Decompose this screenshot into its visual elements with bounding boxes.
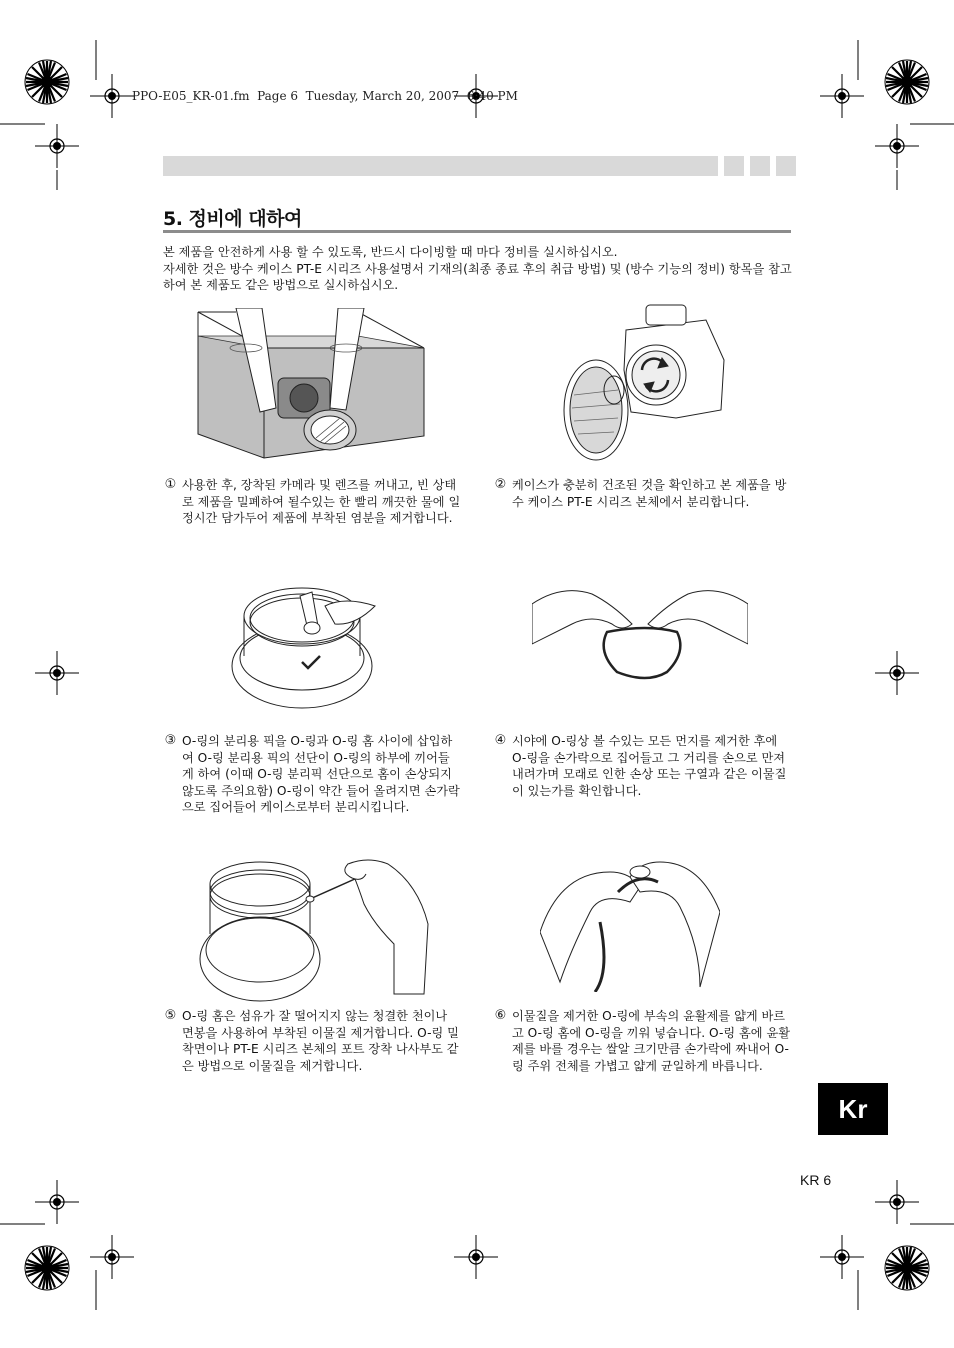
step-6-number: ⑥: [494, 1008, 507, 1023]
illustration-rinse-tank: [196, 308, 428, 460]
illustration-oring-inspect: [532, 584, 748, 684]
header-bar: [163, 156, 718, 176]
step-4-text: 시야에 O-링상 볼 수있는 모든 먼지를 제거한 후에 O-링을 손가락으로 집어들고 그 거리를 손으로 만져 내려가며 모래로 인한 손상 또는 구열과 같은 이물질이 있는가를 확인합니다.: [512, 734, 787, 798]
step-2-text: 케이스가 충분히 건조된 것을 확인하고 본 제품을 방수 케이스 PT-E 시리즈 본체에서 분리합니다.: [512, 478, 787, 509]
illustration-port-removal: [556, 300, 736, 470]
step-4: [493, 733, 791, 799]
step-2-number: ②: [494, 477, 507, 492]
title-rule: [163, 230, 791, 233]
section-title: 5. 정비에 대하여: [163, 208, 302, 230]
header-block-1: [724, 156, 744, 176]
header-block-3: [776, 156, 796, 176]
step-6-text: 이물질을 제거한 O-링에 부속의 윤활제를 얇게 바르고 O-링 홈에 O-링을 끼워 넣습니다. O-링 홈에 윤활제를 바를 경우는 쌀알 크기만큼 손가락에 짜내어 O-링 주위 전체를 가볍고 얇게 균일하게 바릅니다.: [512, 1009, 790, 1073]
step-5-text: O-링 홈은 섬유가 잘 떨어지지 않는 청결한 천이나 면봉을 사용하여 부착된 이물질 제거합니다. O-링 밀착면이나 PT-E 시리즈 본체의 포트 장착 나사부도 같은 방법으로 이물질을 제거합니다.: [182, 1009, 459, 1073]
step-4-number: ④: [494, 733, 507, 748]
step-5: [163, 1008, 461, 1074]
step-2: [493, 477, 791, 510]
language-tab: Kr: [818, 1083, 888, 1135]
step-3-number: ③: [164, 733, 177, 748]
illustration-oring-grease: [540, 852, 720, 992]
header-block-2: [750, 156, 770, 176]
print-header: PPO-E05_KR-01.fm Page 6 Tuesday, March 20, 2007 6:40 PM: [132, 89, 518, 103]
step-5-number: ⑤: [164, 1008, 177, 1023]
step-6: [493, 1008, 791, 1074]
illustration-groove-clean: [198, 854, 430, 1004]
intro-line-2: 자세한 것은 방수 케이스 PT-E 시리즈 사용설명서 기재의(최종 종료 후의 취급 방법) 및 (방수 기능의 정비) 항목을 참고하여 본 제품도 같은 방법으로 실시하십시오.: [163, 261, 792, 292]
step-1-text: 사용한 후, 장착된 카메라 및 렌즈를 꺼내고, 빈 상태로 제품을 밀폐하여 될수있는 한 빨리 깨끗한 물에 일정시간 담가두어 제품에 부착된 염분을 제거합니다.: [182, 478, 461, 525]
page-number: KR 6: [800, 1172, 832, 1188]
step-3: [163, 733, 461, 816]
step-1-number: ①: [164, 477, 177, 492]
illustration-oring-pick: [230, 566, 395, 714]
step-1: [163, 477, 461, 527]
intro-line-1: 본 제품을 안전하게 사용 할 수 있도록, 반드시 다이빙할 때 마다 정비를 실시하십시오.: [163, 245, 618, 259]
intro-text: [163, 244, 793, 294]
step-3-text: O-링의 분리용 픽을 O-링과 O-링 홈 사이에 삽입하여 O-링 분리용 픽의 선단이 O-링의 하부에 끼어들게 하여 (이때 O-링 분리픽 선단으로 홈이 손상되지 않도록 주의요함) O-링이 약간 들어 올려지면 손가락으로 집어들어 케이스로부터 분리시킵니다.: [182, 734, 460, 814]
